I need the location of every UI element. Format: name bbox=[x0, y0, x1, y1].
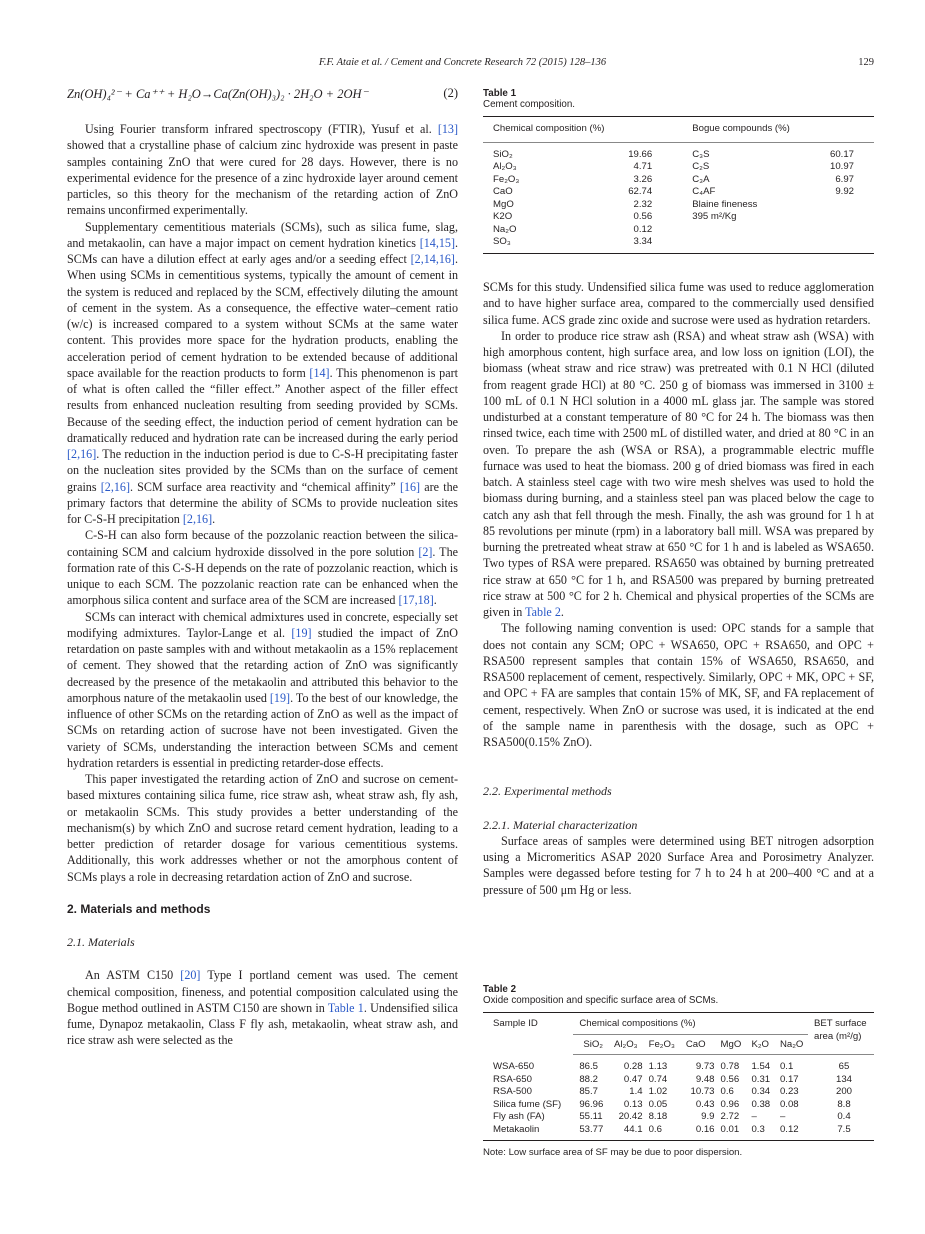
table-cell: 0.96 bbox=[720, 1098, 740, 1110]
table-2 bbox=[483, 984, 874, 1158]
column-header: Bogue compounds (%) bbox=[652, 117, 874, 143]
citation-link[interactable]: [16] bbox=[399, 479, 421, 494]
paragraph bbox=[67, 527, 458, 608]
table-cell: 1.54 bbox=[751, 1061, 771, 1072]
paragraph bbox=[67, 219, 458, 528]
paragraph bbox=[483, 833, 874, 898]
table-cell: 0.34 bbox=[751, 1086, 771, 1097]
table-cell: 0.13 bbox=[623, 1098, 643, 1110]
table-cell: – bbox=[779, 1111, 786, 1122]
text-run: . bbox=[560, 605, 564, 619]
paragraph bbox=[67, 609, 458, 772]
citation-link[interactable]: [2,16] bbox=[100, 479, 130, 494]
table-cell: 3.26 bbox=[633, 173, 653, 185]
text-run: C-S-H can also form because of the pozzolanic reaction between the silica-containing SCM and calcium hydroxide dissolved in the pore solution bbox=[67, 528, 458, 559]
text-run: . SCMs can have a dilution effect at early ages and/or a seeding effect bbox=[67, 235, 458, 266]
table-cell: 0.31 bbox=[751, 1073, 771, 1085]
table-cell bbox=[799, 199, 874, 212]
table-cell: 20.42 bbox=[618, 1111, 643, 1122]
table-row bbox=[483, 199, 874, 212]
table-cell: 1.13 bbox=[648, 1061, 668, 1072]
section-heading: 2.2.1. Material characterization bbox=[483, 817, 638, 832]
equation-number: (2) bbox=[443, 86, 458, 100]
paragraph bbox=[483, 279, 874, 328]
running-header: F.F. Ataie et al. / Cement and Concrete Research 72 (2015) 128–136 bbox=[318, 57, 607, 68]
table-cell: 60.17 bbox=[829, 148, 854, 160]
table-cell: 96.96 bbox=[579, 1098, 604, 1110]
text-run: Using Fourier transform infrared spectroscopy (FTIR), Yusuf et al. bbox=[85, 122, 438, 136]
column-header: K₂O bbox=[745, 1034, 774, 1055]
table-cell: 85.7 bbox=[579, 1086, 598, 1097]
left-column bbox=[67, 121, 458, 1049]
text-run: SCMs for this study. Undensified silica fume was used to reduce agglomeration and to have higher surface area, compared to the commercially used densified silica fume. ACS grade zinc oxide and sucrose were used as hydration retarders. bbox=[483, 280, 874, 327]
column-header: SiO₂ bbox=[573, 1034, 608, 1055]
table-note: Note: Low surface area of SF may be due to poor dispersion. bbox=[483, 1147, 743, 1158]
table-cell: CaO bbox=[493, 186, 513, 197]
text-run: Surface areas of samples were determined using BET nitrogen adsorption using a Micromeritics ASAP 2020 Surface Area and Porosimetry Analyzer. Samples were degassed before testing for 7 h to 24 h at 200–400 °C and at a pressure of 500 μm Hg or less. bbox=[483, 833, 874, 897]
table-cell: 62.74 bbox=[628, 186, 653, 197]
column-group-header: Chemical compositions (%) bbox=[573, 1013, 808, 1035]
table-cell: RSA-650 bbox=[493, 1073, 532, 1085]
table-row bbox=[483, 224, 874, 237]
table-row bbox=[483, 142, 874, 161]
table-cell: 3.34 bbox=[633, 236, 653, 247]
table-cell: 6.97 bbox=[835, 173, 854, 185]
section-heading: 2.2. Experimental methods bbox=[483, 784, 612, 799]
citation-link[interactable]: [13] bbox=[437, 122, 458, 136]
table-cell: 9.73 bbox=[695, 1061, 715, 1072]
paragraph bbox=[483, 328, 874, 621]
section-heading: 2. Materials and methods bbox=[67, 901, 211, 916]
table-cell: 65 bbox=[838, 1061, 850, 1072]
table-cell: Fly ash (FA) bbox=[493, 1111, 545, 1122]
text-run: An ASTM C150 bbox=[85, 968, 181, 983]
table-row bbox=[483, 1099, 874, 1112]
table-cell bbox=[652, 236, 798, 253]
text-run: . When using SCMs in cementitious systems, typically the amount of cement in the system is reduced and replaced by the SCM, effectively diluting the amount of cement in the system. As a consequence, the effective water–cement ratio (w/c) is increased compared to a system without SCMs at the same water content. This provides more space for the hydration products, enabling the acceleration period of cement hydration to be extended because of additional space available for the reaction products to form bbox=[67, 252, 458, 380]
table-row bbox=[483, 1074, 874, 1087]
column-header: Sample ID bbox=[493, 1018, 538, 1029]
text-run: . To the best of our knowledge, the influence of other SCMs on the retarding action of ZnO as well as the impact of SCMs on retarding action of sucrose have not been investigated. Given the variety of SCMs, understanding the interaction between SCMs and cement hydration retarders is essential in predicting retarder-dose effects. bbox=[67, 690, 458, 770]
table-cell: 0.74 bbox=[648, 1073, 668, 1085]
table-cell bbox=[799, 211, 874, 224]
right-column bbox=[483, 279, 874, 898]
table-cell: 1.4 bbox=[629, 1086, 643, 1097]
text-run: This paper investigated the retarding action of ZnO and sucrose on cement-based mixtures containing silica fume, rice straw ash, wheat straw ash, fly ash, or metakaolin SCMs. This study provides a better understanding of the mechanism(s) by which ZnO and sucrose retard cement hydration, leading to a better prediction of retarder dosage for various cementitious systems. Additionally, this work addresses whether or not the amorphous content of SCMs plays a role in decreasing retardation action of ZnO and sucrose. bbox=[67, 772, 458, 884]
table-cell: 134 bbox=[835, 1073, 852, 1085]
table-row bbox=[483, 174, 874, 187]
table-row bbox=[483, 1055, 874, 1074]
table-row bbox=[483, 211, 874, 224]
table-cell: 0.6 bbox=[720, 1086, 734, 1097]
text-run: . Undensified silica fume, Dynapoz metakaolin, Class F fly ash, metakaolin, wheat straw ash, and rice straw ash were selected as the bbox=[67, 1000, 459, 1048]
table-cell: Al₂O₃ bbox=[493, 161, 517, 172]
table-cell: 395 m²/Kg bbox=[692, 211, 737, 222]
table-cell: SO₃ bbox=[493, 236, 511, 247]
citation-link[interactable]: Table 2 bbox=[525, 605, 561, 619]
paragraph bbox=[67, 967, 458, 1048]
table-cell: 0.43 bbox=[695, 1098, 715, 1110]
table-cell: 9.48 bbox=[695, 1073, 715, 1085]
table-cell: 0.6 bbox=[648, 1123, 662, 1135]
table-cell: Metakaolin bbox=[493, 1123, 540, 1135]
text-run: . The formation rate of this C-S-H depends on the rate of pozzolanic reaction, which is unique to each SCM. The pozzolanic reaction rate can be enhanced when the amorphous silica content and surface area of the SCM are increased bbox=[67, 544, 458, 608]
table-cell: 9.9 bbox=[701, 1111, 715, 1122]
table-cell: Na₂O bbox=[493, 223, 517, 235]
table-cell: 10.97 bbox=[829, 161, 854, 172]
table-cell: 0.56 bbox=[720, 1073, 740, 1085]
paragraph bbox=[67, 121, 458, 219]
table-row bbox=[483, 161, 874, 174]
text-run: showed that a crystalline phase of calcium zinc hydroxide was present in paste samples containing ZnO that were cured for 28 days. However, there is no experimental evidence for the presence of a zinc hydroxide layer around cement particles, so this theory for the mechanism of the retarding action of ZnO remains unconfirmed experimentally. bbox=[67, 138, 458, 218]
table-cell: C₂S bbox=[692, 161, 710, 172]
paragraph bbox=[67, 771, 458, 885]
table-cell: WSA-650 bbox=[493, 1060, 535, 1072]
section-heading: 2.1. Materials bbox=[67, 935, 135, 949]
table-cell: 86.5 bbox=[579, 1061, 598, 1072]
column-header: Fe₂O₃ bbox=[643, 1034, 680, 1055]
citation-link[interactable]: [17,18] bbox=[398, 593, 434, 608]
text-run: . bbox=[433, 593, 437, 608]
text-run: Supplementary cementitious materials (SCMs), such as silica fume, slag, and metakaolin, can have a major impact on cement hydration kinetics bbox=[67, 219, 458, 250]
citation-link[interactable]: [19] bbox=[269, 690, 291, 705]
table-row bbox=[483, 236, 874, 253]
table-cell: 7.5 bbox=[837, 1123, 851, 1135]
table-cell: 200 bbox=[835, 1086, 852, 1097]
table-cell: 2.72 bbox=[720, 1111, 740, 1122]
table-cell: 2.32 bbox=[633, 198, 653, 210]
text-run: are the primary factors that determine the ability of SCMs to provide nucleation sites for C-S-H precipitation bbox=[67, 479, 458, 526]
text-run: . This phenomenon is part of what is often called the “filler effect.” Another aspect of the filler effect results from enhanced nucleation resulting from seeding provided by SCMs. Because of the seeding effect, the induction period of cement hydration can be dramatically reduced and hydration rate can be increased during the early period bbox=[67, 365, 458, 445]
table-cell: 1.02 bbox=[648, 1086, 668, 1097]
column-header: Na₂O bbox=[774, 1034, 808, 1055]
citation-link[interactable]: [19] bbox=[291, 625, 312, 640]
table-cell: K2O bbox=[493, 211, 513, 222]
text-run: . The reduction in the induction period is due to C-S-H precipitating faster on the nucleation sites provided by the SCMs than on the surface of cement grains bbox=[67, 447, 458, 494]
table-cell: 0.23 bbox=[779, 1086, 799, 1097]
table-cell: 0.47 bbox=[623, 1073, 643, 1085]
table-cell bbox=[799, 224, 874, 237]
citation-link[interactable]: [14] bbox=[309, 365, 330, 380]
table-cell: 44.1 bbox=[623, 1123, 643, 1135]
table-cell: 55.11 bbox=[579, 1111, 603, 1122]
table-cell: C₄AF bbox=[692, 186, 716, 197]
table-label: Table 2 bbox=[483, 984, 517, 995]
column-header: Al₂O₃ bbox=[608, 1034, 643, 1055]
equation-2 bbox=[67, 86, 458, 102]
citation-link[interactable]: [2,16] bbox=[182, 512, 213, 526]
table-cell: 0.28 bbox=[623, 1061, 643, 1072]
table-cell: 0.4 bbox=[837, 1111, 851, 1122]
text-run: SCMs can interact with chemical admixtures used in concrete, especially set modifying admixtures. Taylor-Lange et al. bbox=[67, 609, 458, 640]
table-cell: 0.56 bbox=[633, 211, 653, 222]
table-label: Table 1 bbox=[483, 88, 517, 99]
table-cell: 0.78 bbox=[720, 1061, 740, 1072]
table-cell: 0.08 bbox=[779, 1098, 799, 1110]
table-cell: 0.01 bbox=[720, 1123, 740, 1135]
citation-link[interactable]: Table 1 bbox=[327, 1000, 364, 1015]
citation-link[interactable]: [20] bbox=[180, 968, 201, 983]
column-header: Chemical composition (%) bbox=[483, 117, 652, 143]
text-run: The following naming convention is used: OPC stands for a sample that does not contain any SCM; OPC + WSA650, OPC + RSA650, and OPC + RSA500 represent samples that contain 15% of WSA650, RSA650, and RSA500 replacement of cement, respectively. Similarly, OPC + MK, OPC + SF, and OPC + FA are samples that contain 15% of MK, SF, and FA replacement of cement, respectively. When ZnO or sucrose was used, it is indicated at the end of the sample name in parenthesis with the dosage, such as OPC + RSA500(0.15% ZnO). bbox=[483, 621, 874, 749]
paragraph bbox=[483, 620, 874, 750]
table-cell: 88.2 bbox=[579, 1073, 598, 1085]
table-cell: Fe₂O₃ bbox=[493, 173, 520, 185]
table-cell: 0.3 bbox=[751, 1123, 765, 1135]
table-row bbox=[483, 1086, 874, 1099]
table-row bbox=[483, 1111, 874, 1124]
table-cell: 8.8 bbox=[837, 1098, 851, 1110]
table-caption: Oxide composition and specific surface area of SCMs. bbox=[483, 995, 719, 1006]
table-cell: Blaine fineness bbox=[692, 198, 758, 210]
citation-link[interactable]: [2,14,16] bbox=[410, 252, 455, 266]
column-header: CaO bbox=[680, 1034, 715, 1055]
table-cell bbox=[652, 224, 798, 237]
table-cell: 8.18 bbox=[648, 1111, 668, 1122]
table-row bbox=[483, 1124, 874, 1141]
page-number: 129 bbox=[858, 57, 874, 68]
table-cell: 0.16 bbox=[695, 1123, 715, 1135]
citation-link[interactable]: [2,16] bbox=[67, 447, 97, 461]
table-cell: C₃A bbox=[692, 173, 710, 185]
text-run: studied the impact of ZnO retardation on paste samples with and without metakaolin as a 15% replacement of cement. They showed that the retarding action of ZnO was significantly decreased by the presence of the metakaolin and attributed this behavior to the amorphous nature of the metakaolin used bbox=[67, 625, 458, 705]
table-cell: 0.1 bbox=[779, 1061, 794, 1072]
column-header: MgO bbox=[715, 1034, 746, 1055]
table-1 bbox=[483, 88, 874, 254]
table-cell: 9.92 bbox=[835, 186, 854, 197]
table-cell: Silica fume (SF) bbox=[493, 1098, 562, 1110]
text-run: . SCM surface area reactivity and “chemical affinity” bbox=[129, 479, 400, 494]
table-cell: 0.05 bbox=[648, 1098, 668, 1110]
table-cell bbox=[799, 236, 874, 253]
table-caption: Cement composition. bbox=[483, 99, 576, 110]
table-cell: 19.66 bbox=[628, 148, 653, 160]
table-cell: 0.17 bbox=[779, 1073, 799, 1085]
text-run: In order to produce rice straw ash (RSA) and wheat straw ash (WSA) with high amorphous content, high surface area, and low loss on ignition (LOI), the biomass (wheat straw and rice straw) was pretreated with 0.1 N HCl (diluted from reagent grade HCl) at 80 °C. 250 g of biomass was immersed in 3100 ± 100 mL of 0.1 N HCl solution in a 4000 mL glass jar. The sample was stored undisturbed at a constant temperature of 80 °C for 24 h. The biomass was then rinsed twice, each time with 2500 mL of distilled water, and dried at 80 °C in an oven. To prepare the ash (WSA or RSA), a programmable electric muffle furnace was used to heat the biomass. 200 g of dried biomass was fired in each batch. A stainless steel cage with two wire mesh shelves was used to hold the biomass during burning, and a stainless steel pan was placed below the cage to catch any ash that fell through the mesh. Finally, the ash was ground for 1 h at 85 revolutions per minute (rpm) in a laboratory ball mill. WSA was prepared by burning the pretreated wheat straw at 650 °C for 1 h and is labeled as WSA650. Two types of RSA were prepared. RSA650 was obtained by burning pretreated rice straw at 650 °C for 1 h, and RSA500 was prepared by burning pretreated rice straw at 500 °C for 2 h. Chemical and physical properties of the SCMs are given in bbox=[483, 328, 874, 619]
table-cell: 0.38 bbox=[751, 1098, 771, 1110]
citation-link[interactable]: [14,15] bbox=[419, 235, 455, 250]
table-cell: 0.12 bbox=[779, 1123, 799, 1135]
table-cell: C₃S bbox=[692, 148, 710, 160]
table-cell: – bbox=[751, 1111, 757, 1122]
table-cell: RSA-500 bbox=[493, 1086, 532, 1097]
column-header: BET surface area (m²/g) bbox=[808, 1013, 874, 1055]
table-row bbox=[483, 186, 874, 199]
citation-link[interactable]: [2] bbox=[418, 544, 433, 559]
text-run: . bbox=[212, 512, 216, 526]
table-cell: SiO₂ bbox=[493, 148, 513, 160]
table-cell: 0.12 bbox=[633, 223, 653, 235]
text-run: Type I portland cement was used. The cement chemical composition, fineness, and potential composition calculated using the Bogue method outlined in ASTM C150 are shown in bbox=[67, 968, 458, 1015]
equation-text: Zn(OH)₄²⁻ + Ca⁺⁺ + H₂O→Ca(Zn(OH)₃)₂ · 2H₂O + 2OH⁻ bbox=[67, 87, 369, 101]
table-cell: 53.77 bbox=[579, 1123, 604, 1135]
table-cell: 4.71 bbox=[633, 161, 653, 172]
table-cell: MgO bbox=[493, 198, 514, 210]
table-cell: 10.73 bbox=[690, 1086, 715, 1097]
